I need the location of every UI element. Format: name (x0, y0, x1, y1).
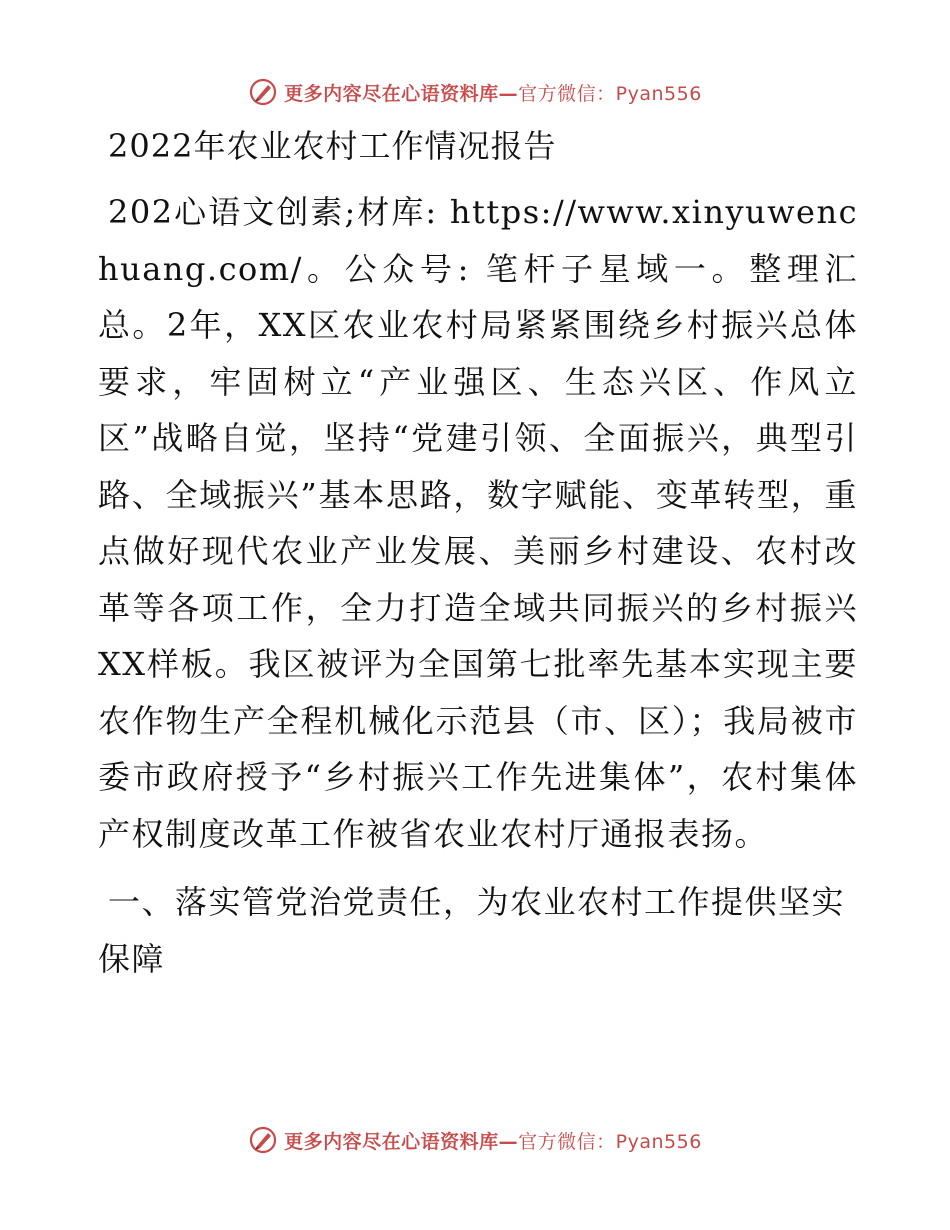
document-body (98, 118, 858, 987)
footer-banner (0, 1120, 950, 1160)
banner-wechat: 官方微信：Pyan556 (518, 1130, 702, 1153)
section-heading (98, 874, 858, 987)
section-heading-text: 一、落实管党治党责任，为农业农村工作提供坚实保障 (98, 883, 846, 978)
banner-title: 更多内容尽在心语资料库 (284, 1130, 499, 1153)
banner-separator: — (498, 82, 519, 105)
banner-text (284, 79, 702, 106)
banner-title: 更多内容尽在心语资料库 (284, 82, 499, 105)
quill-pen-logo-icon (248, 1125, 278, 1155)
banner-separator: — (498, 1130, 519, 1153)
banner-text (284, 1127, 702, 1154)
header-banner (0, 72, 950, 112)
quill-pen-logo-icon (248, 77, 278, 107)
banner-wechat: 官方微信：Pyan556 (518, 82, 702, 105)
intro-text: 202心语文创素;材库: https://www.xinyuwenchuang.com/。公众号: 笔杆子星域一。整理汇总。2年，XX区农业农村局紧紧围绕乡村振兴总体要求，牢固树立“产业强区、生态兴区、作风立区”战略自觉，坚持“党建引领、全面振兴，典型引路、全域振兴”基本思路，数字赋能、变革转型，重点做好现代农业产业发展、美丽乡村建设、农村改革等各项工作，全力打造全域共同振兴的乡村振兴XX样板。我区被评为全国第七批率先基本实现主要农作物生产全程机械化示范县（市、区）；我局被市委市政府授予“乡村振兴工作先进集体”，农村集体产权制度改革工作被省农业农村厅通报表扬。 (98, 193, 858, 853)
document-title: 2022年农业农村工作情况报告 (108, 127, 557, 165)
intro-paragraph (98, 184, 858, 862)
